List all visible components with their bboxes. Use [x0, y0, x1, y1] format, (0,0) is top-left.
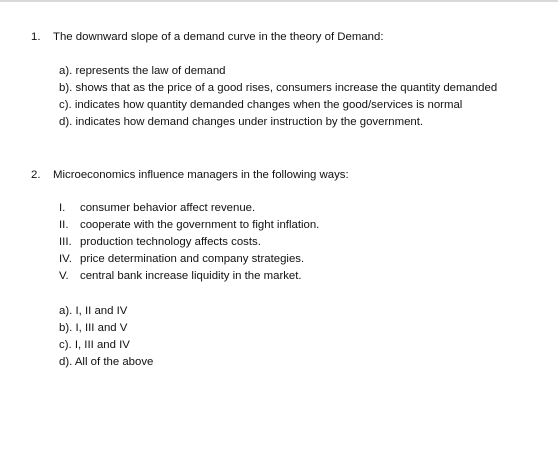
roman-item-5-text: central bank increase liquidity in the market.: [80, 270, 302, 282]
roman-numeral-5: V.: [59, 270, 69, 282]
question-2-option-a: a). I, II and IV: [59, 305, 128, 317]
roman-item-2-text: cooperate with the government to fight inflation.: [80, 219, 320, 231]
question-2-number: 2.: [31, 169, 41, 181]
question-1-number: 1.: [31, 31, 41, 43]
question-1-option-b: b). shows that as the price of a good rises, consumers increase the quantity demanded: [59, 82, 498, 94]
roman-item-4-text: price determination and company strategies.: [80, 253, 305, 265]
question-1-text: The downward slope of a demand curve in the theory of Demand:: [53, 31, 384, 43]
question-2-option-d: d). All of the above: [59, 356, 154, 368]
question-1-option-a: a). represents the law of demand: [59, 65, 226, 77]
question-2-option-c: c). I, III and IV: [59, 339, 130, 351]
roman-item-1-text: consumer behavior affect revenue.: [80, 202, 256, 214]
question-1-option-d: d). indicates how demand changes under instruction by the government.: [59, 116, 424, 128]
question-2-text: Microeconomics influence managers in the following ways:: [53, 169, 349, 181]
roman-numeral-1: I.: [59, 202, 66, 214]
roman-item-3-text: production technology affects costs.: [80, 236, 261, 248]
roman-numeral-3: III.: [59, 236, 72, 248]
roman-numeral-4: IV.: [59, 253, 72, 265]
question-2-option-b: b). I, III and V: [59, 322, 128, 334]
question-1-option-c: c). indicates how quantity demanded changes when the good/services is normal: [59, 99, 463, 111]
roman-numeral-2: II.: [59, 219, 69, 231]
